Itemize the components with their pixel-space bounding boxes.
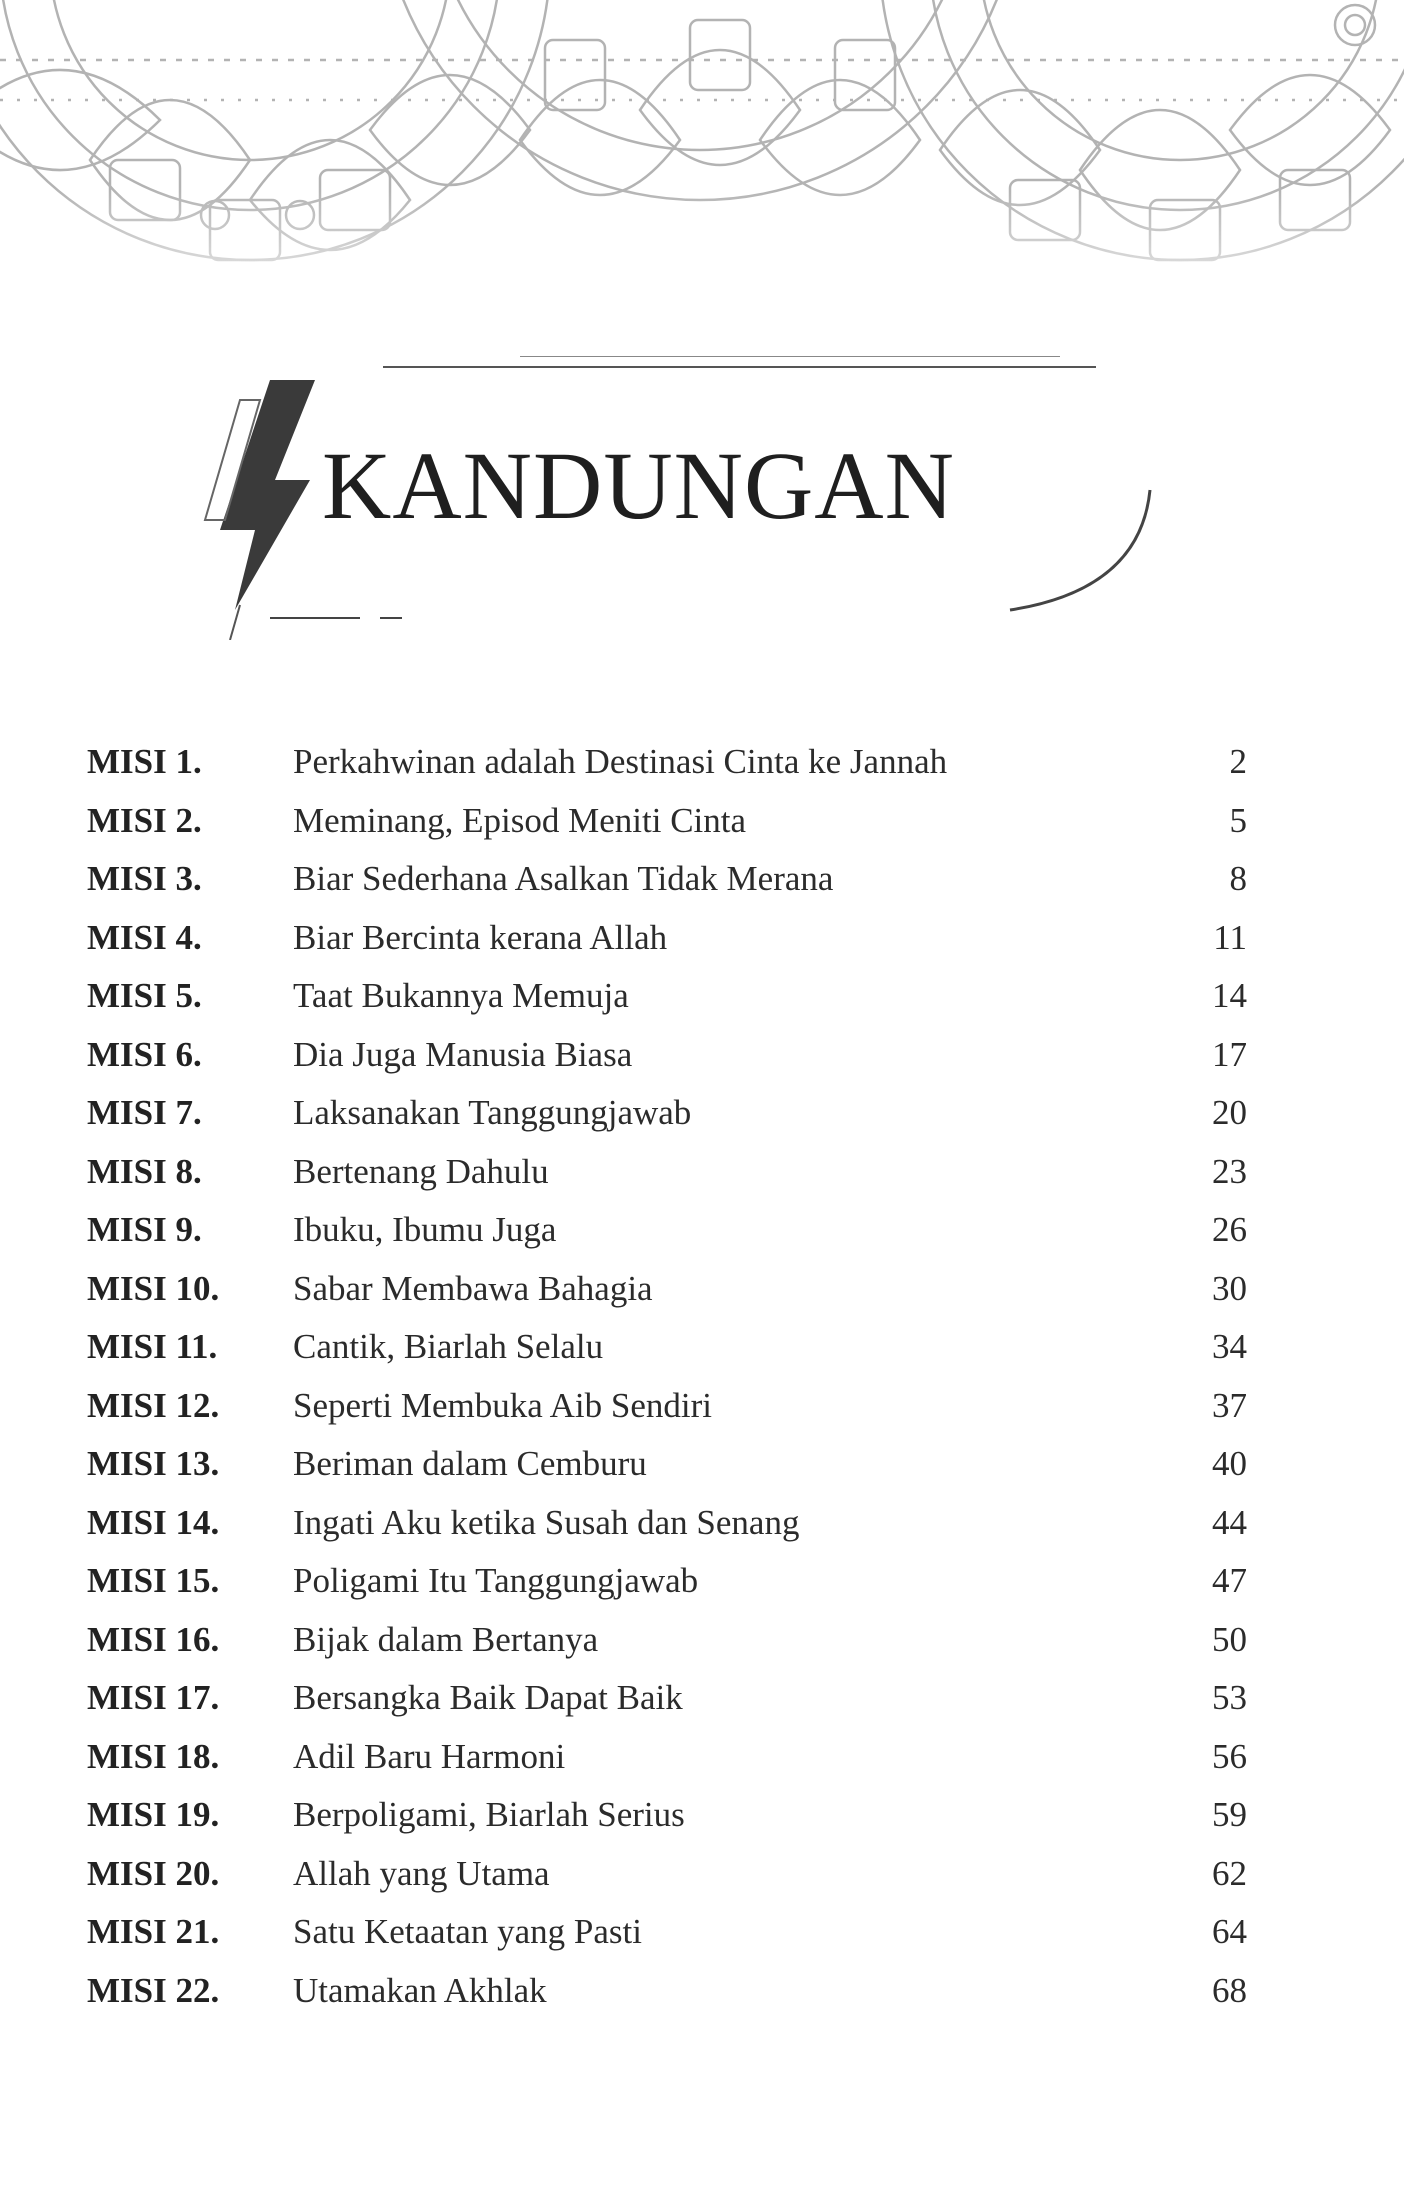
toc-entry-label: MISI 1. [87,742,202,781]
toc-entry-page: 64 [1212,1912,1247,1951]
toc-entry [87,1552,1247,1611]
toc-entry [87,1611,1247,1670]
toc-entry [87,967,1247,1026]
toc-entry-page: 26 [1212,1210,1247,1249]
toc-entry-label: MISI 17. [87,1678,220,1717]
toc-entry-title: Poligami Itu Tanggungjawab [293,1561,699,1600]
toc-entry [87,1962,1247,2021]
toc-entry-title: Laksanakan Tanggungjawab [293,1093,692,1132]
heading-underline-short [380,617,402,619]
toc-entry-label: MISI 22. [87,1970,220,2010]
toc-entry-page: 53 [1212,1678,1247,1717]
toc-entry-page: 30 [1212,1268,1247,1308]
toc-entry-label: MISI 13. [87,1444,220,1483]
toc-entry-page: 17 [1212,1034,1247,1074]
toc-entry-title: Meminang, Episod Meniti Cinta [293,800,747,840]
toc-entry [87,1026,1247,1085]
toc-entry [87,1494,1247,1553]
toc-entry-title: Dia Juga Manusia Biasa [293,1034,633,1074]
toc-entry-page: 14 [1212,976,1247,1015]
toc-entry [87,733,1247,792]
toc-entry-page: 37 [1212,1385,1247,1425]
toc-entry-title: Sabar Membawa Bahagia [293,1268,653,1308]
heading-rule-thin [520,356,1060,357]
toc-entry-label: MISI 19. [87,1795,220,1834]
toc-entry-label: MISI 4. [87,917,202,957]
toc-entry-page: 56 [1212,1736,1247,1776]
toc-entry [87,1377,1247,1436]
toc-entry-title: Utamakan Akhlak [293,1970,547,2010]
toc-entry-title: Adil Baru Harmoni [293,1736,566,1776]
toc-entry-label: MISI 12. [87,1385,220,1425]
toc-entry-page: 68 [1212,1970,1247,2010]
toc-entry-label: MISI 2. [87,800,202,840]
toc-entry-page: 20 [1212,1093,1247,1132]
toc-entry-label: MISI 21. [87,1912,220,1951]
toc-entry-page: 62 [1212,1853,1247,1893]
toc-entry-title: Biar Sederhana Asalkan Tidak Merana [293,859,834,898]
toc-entry [87,1903,1247,1962]
toc-entry-label: MISI 5. [87,976,202,1015]
toc-entry [87,1260,1247,1319]
page-title: KANDUNGAN [322,432,955,539]
toc-entry [87,1318,1247,1377]
toc-entry [87,1143,1247,1202]
toc-entry-page: 50 [1212,1619,1247,1659]
toc-entry [87,1786,1247,1845]
toc-entry-title: Bijak dalam Bertanya [293,1619,599,1659]
toc-entry-page: 11 [1213,917,1247,957]
toc-entry-label: MISI 9. [87,1210,202,1249]
toc-entry-label: MISI 3. [87,859,202,898]
toc-entry-page: 8 [1229,859,1247,898]
toc-entry-page: 23 [1212,1151,1247,1191]
toc-entry [87,792,1247,851]
toc-entry-label: MISI 7. [87,1093,202,1132]
table-of-contents [87,733,1247,2020]
toc-entry-page: 34 [1212,1327,1247,1366]
toc-entry-label: MISI 8. [87,1151,202,1191]
toc-entry-label: MISI 20. [87,1853,220,1893]
toc-entry-page: 2 [1229,742,1247,781]
toc-entry-title: Allah yang Utama [293,1853,550,1893]
toc-entry [87,1201,1247,1260]
toc-entry-page: 5 [1229,800,1247,840]
ornament-fade [0,0,1404,340]
toc-entry-title: Satu Ketaatan yang Pasti [293,1912,642,1951]
heading-underline [270,617,360,619]
toc-entry-page: 40 [1212,1444,1247,1483]
toc-entry-title: Cantik, Biarlah Selalu [293,1327,604,1366]
toc-entry-page: 59 [1212,1795,1247,1834]
toc-entry [87,1084,1247,1143]
toc-entry-page: 44 [1212,1502,1247,1542]
toc-entry-title: Perkahwinan adalah Destinasi Cinta ke Jannah [293,742,948,781]
toc-entry-label: MISI 18. [87,1736,220,1776]
toc-entry [87,909,1247,968]
toc-entry [87,1728,1247,1787]
toc-entry [87,850,1247,909]
toc-entry-title: Beriman dalam Cemburu [293,1444,647,1483]
toc-entry-title: Ingati Aku ketika Susah dan Senang [293,1502,800,1542]
toc-entry-title: Bersangka Baik Dapat Baik [293,1678,683,1717]
toc-entry [87,1435,1247,1494]
toc-entry-title: Taat Bukannya Memuja [293,976,629,1015]
lightning-bolt-icon [200,380,330,640]
toc-entry-label: MISI 16. [87,1619,220,1659]
toc-entry-title: Seperti Membuka Aib Sendiri [293,1385,712,1425]
toc-entry-label: MISI 10. [87,1268,220,1308]
toc-entry-title: Biar Bercinta kerana Allah [293,917,668,957]
toc-entry-label: MISI 6. [87,1034,202,1074]
toc-entry-page: 47 [1212,1561,1247,1600]
heading-swoosh [980,480,1180,630]
toc-entry-title: Bertenang Dahulu [293,1151,549,1191]
toc-entry-label: MISI 15. [87,1561,220,1600]
toc-entry-title: Ibuku, Ibumu Juga [293,1210,557,1249]
toc-entry [87,1669,1247,1728]
toc-entry-label: MISI 11. [87,1327,218,1366]
heading-rule [383,366,1096,368]
toc-entry-title: Berpoligami, Biarlah Serius [293,1795,685,1834]
toc-entry-label: MISI 14. [87,1502,220,1542]
toc-entry [87,1845,1247,1904]
